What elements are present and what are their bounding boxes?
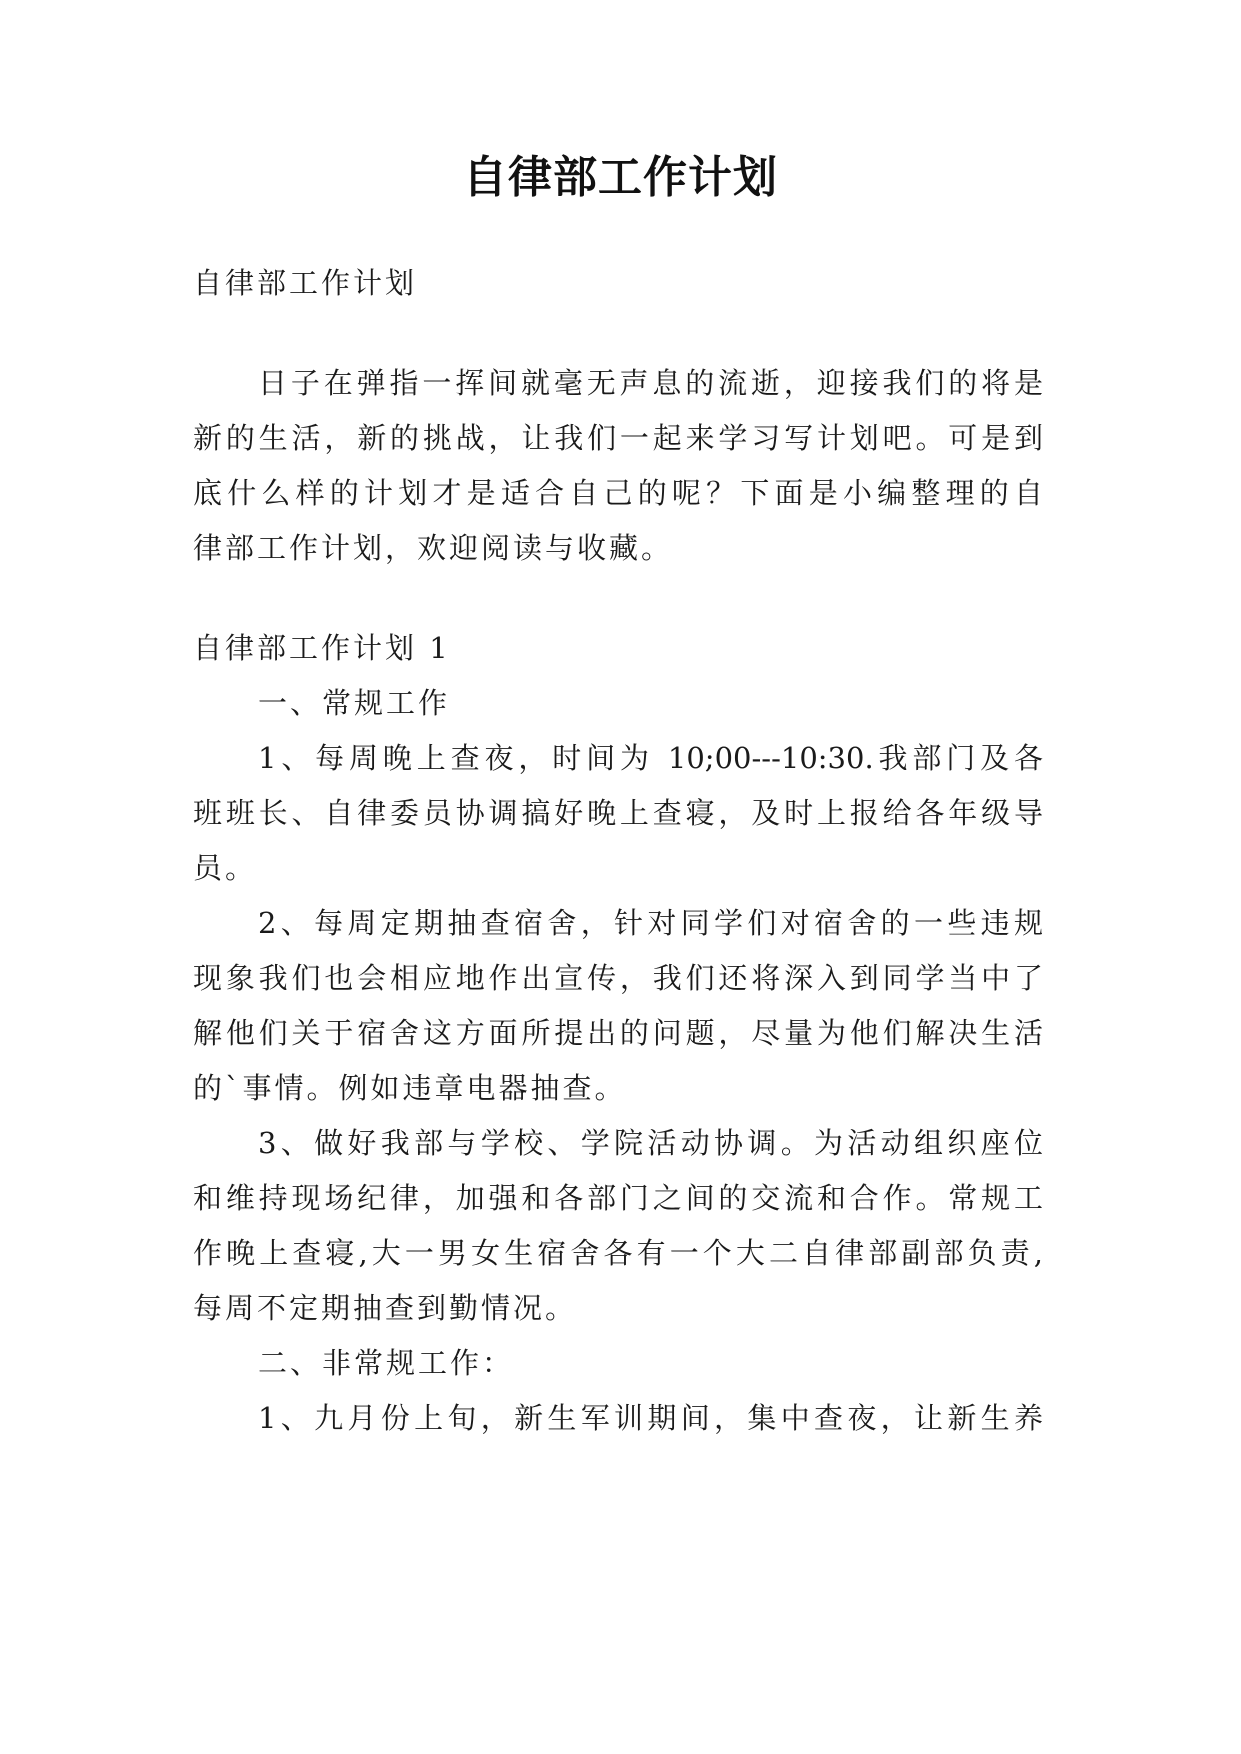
paragraph-line: 律部工作计划，欢迎阅读与收藏。 [193, 531, 674, 565]
paragraph-line: 1、九月份上旬，新生军训期间，集中查夜，让新生养 [258, 1401, 1043, 1435]
paragraph-line: 1、每周晚上查夜，时间为 10;00---10:30.我部门及各 [258, 741, 1043, 775]
paragraph-line: 现象我们也会相应地作出宣传，我们还将深入到同学当中了 [193, 961, 1043, 995]
subsection-heading: 一、常规工作 [258, 686, 451, 720]
paragraph-line: 底什么样的计划才是适合自己的呢？下面是小编整理的自 [193, 476, 1043, 510]
paragraph-line: 班班长、自律委员协调搞好晚上查寝，及时上报给各年级导 [193, 796, 1043, 830]
paragraph-line: 3、做好我部与学校、学院活动协调。为活动组织座位 [258, 1126, 1043, 1160]
document-title: 自律部工作计划 [463, 152, 778, 203]
subsection-heading: 二、非常规工作： [258, 1346, 515, 1380]
paragraph-line: 日子在弹指一挥间就毫无声息的流逝，迎接我们的将是 [258, 366, 1043, 400]
paragraph-line: 每周不定期抽查到勤情况。 [193, 1291, 578, 1325]
paragraph-line: 解他们关于宿舍这方面所提出的问题，尽量为他们解决生活 [193, 1016, 1043, 1050]
paragraph-line: 员。 [193, 851, 258, 885]
subtitle-line: 自律部工作计划 [193, 266, 418, 300]
paragraph-line: 作晚上查寝,大一男女生宿舍各有一个大二自律部副部负责, [193, 1236, 1043, 1270]
section-heading: 自律部工作计划 1 [193, 631, 451, 665]
paragraph-line: 和维持现场纪律，加强和各部门之间的交流和合作。常规工 [193, 1181, 1043, 1215]
paragraph-line: 2、每周定期抽查宿舍，针对同学们对宿舍的一些违规 [258, 906, 1043, 940]
paragraph-line: 新的生活，新的挑战，让我们一起来学习写计划吧。可是到 [193, 421, 1043, 455]
paragraph-line: 的`事情。例如违章电器抽查。 [193, 1071, 627, 1105]
